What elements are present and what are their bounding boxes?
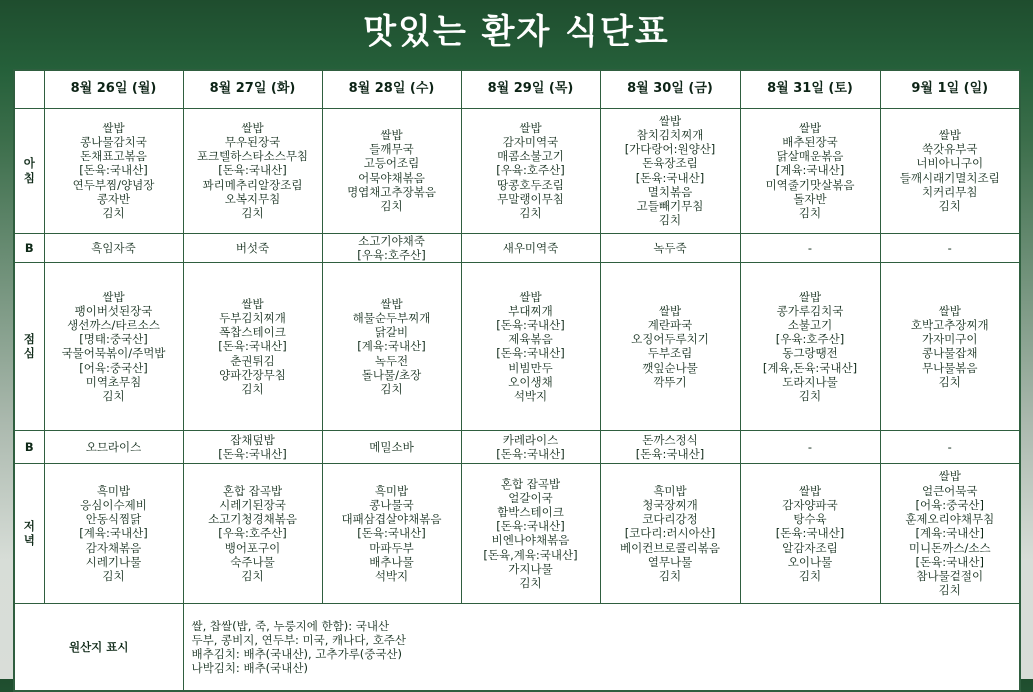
meal-label <box>14 430 44 463</box>
menu-item: - <box>807 240 813 255</box>
menu-cell <box>880 233 1020 262</box>
day-header: 8월 29일 (목) <box>461 70 600 108</box>
meal-plan-table <box>13 69 1021 692</box>
menu-item: [돈육:국내산] <box>218 446 287 461</box>
menu-item: [돈육:국내산] <box>496 318 565 332</box>
menu-item: 김치 <box>519 206 542 220</box>
menu-cell <box>600 233 740 262</box>
menu-cell <box>740 430 880 463</box>
menu-item: 쌀밥 <box>241 120 264 135</box>
menu-cell <box>322 108 461 233</box>
menu-item: [계육:국내산] <box>79 526 148 541</box>
menu-item: 쌀밥 <box>519 289 542 304</box>
menu-item: 새우미역죽 <box>502 240 559 255</box>
origin-label: 원산지 표시 <box>14 603 183 691</box>
page-title: 맛있는 환자 식단표 <box>363 12 670 52</box>
day-header: 8월 26일 (월) <box>44 70 183 108</box>
menu-cell <box>600 262 740 430</box>
menu-item: 김치 <box>241 568 264 583</box>
menu-item: [우육:호주산] <box>775 332 845 347</box>
menu-item: [돈육:국내산] <box>775 526 845 541</box>
menu-item: [돈육:국내산] <box>496 519 565 534</box>
menu-item: 부대찌개 <box>508 303 553 318</box>
menu-cell <box>600 108 740 233</box>
menu-item: 땅콩호두조림 <box>497 177 564 192</box>
menu-cell <box>740 233 880 262</box>
menu-item: 콩나물감치국 <box>80 134 147 149</box>
menu-item: 김치 <box>241 381 264 396</box>
menu-item: 두부김치찌개 <box>219 310 286 325</box>
menu-cell <box>461 262 600 430</box>
menu-item: 깍뚜기 <box>653 374 687 389</box>
menu-item: 들깨무국 <box>369 142 414 157</box>
menu-cell <box>44 233 183 262</box>
menu-item: 쑥갓유부국 <box>921 142 978 157</box>
menu-item: [우육:호주산] <box>496 163 565 178</box>
menu-cell <box>322 430 461 463</box>
day-header: 8월 30일 (금) <box>600 70 740 108</box>
menu-cell <box>600 430 740 463</box>
menu-item: 생선까스/타르소스 <box>67 318 160 332</box>
menu-item: [우육:호주산] <box>218 526 287 541</box>
menu-item: 무우된장국 <box>224 134 281 149</box>
menu-item: 소불고기 <box>787 318 833 332</box>
menu-item: 쌀밥 <box>380 127 403 142</box>
menu-item: 춘권튀김 <box>230 353 275 368</box>
meal-row <box>14 108 1020 233</box>
menu-item: 오이생채 <box>508 374 553 389</box>
menu-item: 시레기된장국 <box>219 497 286 512</box>
menu-item: 김치 <box>798 568 822 583</box>
meal-row <box>14 430 1020 463</box>
menu-item: 쌀밥 <box>798 483 822 498</box>
menu-item: 오복지무침 <box>224 191 281 206</box>
menu-cell <box>44 262 183 430</box>
menu-item: 콩가루김치국 <box>776 303 844 318</box>
meal-row <box>14 233 1020 262</box>
menu-cell <box>183 463 322 603</box>
menu-cell <box>461 108 600 233</box>
menu-item: 명엽채고추장볶음 <box>347 184 436 199</box>
menu-item: - <box>947 240 952 255</box>
menu-item: 얼큰어묵국 <box>921 483 978 498</box>
menu-item: 김치 <box>519 576 542 591</box>
menu-item: [돈육:국내산] <box>635 170 705 185</box>
meal-label <box>14 108 44 233</box>
menu-item: 연두부찜/양념장 <box>72 177 155 192</box>
menu-item: 녹두죽 <box>653 240 687 255</box>
menu-cell <box>600 463 740 603</box>
menu-item: 김치 <box>658 568 682 583</box>
menu-item: [계육:국내산] <box>357 339 426 354</box>
menu-item: 들깨시래기멸치조림 <box>899 170 1000 185</box>
menu-item: 가지나물 <box>508 561 553 576</box>
menu-item: 알감자조림 <box>782 540 838 555</box>
menu-item: 어묵야채볶음 <box>358 170 425 185</box>
menu-item: 쌀밥 <box>938 469 961 484</box>
menu-item: 무말랭이무침 <box>497 191 564 206</box>
menu-item: 시레기나물 <box>85 554 142 569</box>
menu-cell <box>44 463 183 603</box>
menu-item: [계육:국내산] <box>775 163 845 178</box>
menu-item: 고들빼기무침 <box>636 198 704 213</box>
menu-item: 흑미밥 <box>653 483 687 498</box>
menu-item: 미역초무침 <box>85 374 142 389</box>
menu-item: 김치 <box>938 583 961 598</box>
menu-item: 두부조림 <box>647 346 693 361</box>
day-header: 9월 1일 (일) <box>880 70 1020 108</box>
menu-cell <box>183 233 322 262</box>
menu-item: 소고기청경채볶음 <box>208 512 297 527</box>
menu-cell <box>880 108 1020 233</box>
origin-row <box>14 603 1020 691</box>
menu-item: [코다리:러시아산] <box>624 526 716 541</box>
menu-item: 탕수육 <box>793 512 827 527</box>
menu-item: 얼갈이국 <box>508 490 553 505</box>
meal-row <box>14 262 1020 430</box>
menu-item: 석박지 <box>374 568 409 583</box>
menu-item: 흑미밥 <box>96 483 131 498</box>
menu-item: 버섯죽 <box>235 240 270 255</box>
meal-label <box>14 233 44 262</box>
menu-item: 배추나물 <box>369 554 414 569</box>
menu-item: 고등어조림 <box>363 156 420 171</box>
menu-item: 코다리강정 <box>642 512 698 527</box>
menu-item: 참치김치찌개 <box>636 127 704 142</box>
menu-item: 오므라이스 <box>85 439 142 454</box>
menu-item: 김치 <box>102 206 125 220</box>
menu-cell <box>461 233 600 262</box>
menu-item: [어육:중국산] <box>79 360 148 375</box>
menu-item: 돈육장조림 <box>642 156 698 171</box>
meal-label-text: B <box>24 439 34 454</box>
menu-item: 김치 <box>241 206 264 220</box>
menu-item: 돈채표고볶음 <box>80 149 147 164</box>
menu-item: 흑임자죽 <box>91 240 136 255</box>
menu-item: [돈육:국내산] <box>915 554 984 569</box>
menu-cell <box>880 463 1020 603</box>
menu-item: [어육:중국산] <box>915 497 984 512</box>
origin-line: 배추김치: 배추(국내산), 고추가루(중국산) <box>191 647 403 662</box>
menu-item: 감자미역국 <box>502 134 559 149</box>
menu-item: 김치 <box>102 568 125 583</box>
menu-item: 열무나물 <box>647 554 693 569</box>
menu-item: 쌀밥 <box>241 296 264 311</box>
menu-item: [돈육:국내산] <box>635 446 705 461</box>
menu-item: [돈육:국내산] <box>357 526 426 541</box>
menu-item: 멸치볶음 <box>647 184 693 199</box>
menu-item: 비빔만두 <box>508 360 553 375</box>
menu-item: 베이컨브로콜리볶음 <box>620 540 720 555</box>
menu-cell <box>740 108 880 233</box>
menu-item: 콩나물잡채 <box>921 346 978 361</box>
menu-item: 비엔나야채볶음 <box>491 533 570 548</box>
menu-item: 뱅어포구이 <box>224 540 281 555</box>
origin-line: 두부, 콩비지, 연두부: 미국, 캐나다, 호주산 <box>191 632 407 647</box>
menu-item: 쌀밥 <box>798 289 822 304</box>
menu-item: 미니돈까스/소스 <box>908 540 991 555</box>
menu-cell <box>740 262 880 430</box>
menu-item: 김치 <box>798 206 822 220</box>
header-row <box>14 70 1020 108</box>
menu-item: 오이나물 <box>787 554 833 569</box>
menu-item: 쌀밥 <box>938 127 961 142</box>
menu-item: 응심이수제비 <box>80 497 147 512</box>
menu-item: 동그랑땡전 <box>782 346 838 361</box>
menu-item: 참나물겉절이 <box>916 568 984 583</box>
menu-item: 돈까스정식 <box>642 432 698 447</box>
menu-item: [가다랑어:원양산] <box>624 142 716 157</box>
menu-item: 제육볶음 <box>508 332 553 347</box>
menu-cell <box>44 430 183 463</box>
menu-item: 팽이버섯된장국 <box>74 303 153 318</box>
meal-label <box>14 463 44 603</box>
menu-item: 배추된장국 <box>782 134 838 149</box>
menu-item: [돈육,계육:국내산] <box>483 547 578 562</box>
menu-item: [돈육:국내산] <box>496 446 565 461</box>
menu-item: [명태:중국산] <box>79 332 148 347</box>
menu-item: 너비아니구이 <box>916 156 984 171</box>
origin-line: 쌀, 찹쌀(밥, 죽, 누룽지에 한함): 국내산 <box>191 618 390 633</box>
menu-item: 김치 <box>938 374 961 389</box>
menu-item: 감자채볶음 <box>85 540 142 555</box>
menu-item: 계란파국 <box>647 318 693 332</box>
origin-text <box>183 603 1020 691</box>
menu-item: 쌀밥 <box>658 113 682 128</box>
menu-cell <box>461 430 600 463</box>
day-header: 8월 31일 (토) <box>740 70 880 108</box>
menu-item: 도라지나물 <box>782 374 838 389</box>
menu-item: 김치 <box>938 198 961 213</box>
menu-item: 석박지 <box>513 389 548 404</box>
menu-item: [돈육:국내산] <box>79 163 148 178</box>
menu-item: 혼합 잡곡밥 <box>500 476 561 491</box>
menu-item: [돈육:국내산] <box>496 346 565 361</box>
corner-cell <box>14 70 44 108</box>
menu-cell <box>322 262 461 430</box>
menu-item: 콩자반 <box>96 191 131 206</box>
menu-item: [계육,돈육:국내산] <box>762 360 858 375</box>
menu-item: [돈육:국내산] <box>218 163 287 178</box>
menu-item: 닭갈비 <box>374 325 409 340</box>
menu-item: 흑미밥 <box>374 483 409 498</box>
meal-label-text: 점심 <box>23 332 35 361</box>
menu-item: 녹두전 <box>374 353 409 368</box>
menu-item: 대패삼겹살야채볶음 <box>341 512 442 527</box>
menu-item: 숙주나물 <box>230 554 275 569</box>
menu-item: 무나물볶음 <box>921 360 978 375</box>
meal-row <box>14 463 1020 603</box>
menu-item: 함박스테이크 <box>497 505 564 519</box>
menu-cell <box>44 108 183 233</box>
menu-item: 쌀밥 <box>102 120 125 135</box>
menu-cell <box>461 463 600 603</box>
menu-item: 김치 <box>658 213 682 228</box>
menu-item: 돌나물/초장 <box>361 367 422 382</box>
menu-item: 마파두부 <box>369 540 414 555</box>
day-header: 8월 27일 (화) <box>183 70 322 108</box>
menu-cell <box>740 463 880 603</box>
menu-item: 양파간장무침 <box>219 367 286 382</box>
menu-item: 김치 <box>102 389 125 404</box>
menu-item: [돈육:국내산] <box>218 339 287 354</box>
menu-item: 가자미구이 <box>921 332 978 347</box>
menu-item: 오징어두루치기 <box>631 332 709 347</box>
menu-cell <box>322 463 461 603</box>
menu-cell <box>183 430 322 463</box>
menu-item: 감자양파국 <box>782 497 838 512</box>
menu-cell <box>880 262 1020 430</box>
menu-item: 쌀밥 <box>658 303 682 318</box>
menu-item: 쌀밥 <box>102 289 125 304</box>
menu-item: 닭살매운볶음 <box>776 149 844 164</box>
menu-item: - <box>807 439 813 454</box>
meal-label-text: 저녁 <box>23 519 35 548</box>
menu-item: 돌자반 <box>793 191 827 206</box>
menu-item: 김치 <box>798 389 822 404</box>
menu-item: 호박고추장찌개 <box>910 318 989 332</box>
meal-label-text: B <box>24 240 34 255</box>
menu-item: 꽈리메추리알장조림 <box>202 177 303 192</box>
meal-label-text: 아침 <box>23 156 35 185</box>
menu-item: 김치 <box>380 381 403 396</box>
menu-item: 콩나물국 <box>369 497 414 512</box>
menu-item: 깻잎순나물 <box>642 360 698 375</box>
meal-label <box>14 262 44 430</box>
menu-item: 김치 <box>380 198 403 213</box>
menu-item: 안동식찜닭 <box>85 512 142 527</box>
origin-line: 나박김치: 배추(국내산) <box>191 661 308 676</box>
menu-item: 미역줄기맛살볶음 <box>765 177 855 192</box>
menu-item: 쌀밥 <box>798 120 822 135</box>
menu-item: 쌀밥 <box>938 303 961 318</box>
menu-item: 메밀소바 <box>369 439 414 454</box>
menu-item: 쌀밥 <box>519 120 542 135</box>
menu-item: 해물순두부찌개 <box>352 310 431 325</box>
menu-item: 포크텔하스타소스무침 <box>196 149 309 164</box>
menu-cell <box>880 430 1020 463</box>
menu-cell <box>183 108 322 233</box>
menu-item: 잡채덮밥 <box>230 432 275 447</box>
menu-item: 소고기야채죽 <box>358 233 425 248</box>
menu-item: 매콤소불고기 <box>497 149 564 164</box>
menu-cell <box>322 233 461 262</box>
menu-item: 쌀밥 <box>380 296 403 311</box>
menu-item: [계육:국내산] <box>915 526 984 541</box>
menu-item: 혼합 잡곡밥 <box>222 483 283 498</box>
menu-item: 치커리무침 <box>921 184 978 199</box>
menu-item: 국물어묵볶이/주먹밥 <box>61 346 166 361</box>
menu-item: 청국장찌개 <box>642 497 698 512</box>
menu-item: - <box>947 439 952 454</box>
menu-cell <box>183 262 322 430</box>
menu-item: [우육:호주산] <box>357 247 426 262</box>
menu-item: 카레라이스 <box>502 432 559 447</box>
day-header: 8월 28일 (수) <box>322 70 461 108</box>
menu-item: 훈제오리야채무침 <box>905 512 995 527</box>
menu-item: 폭찹스테이크 <box>219 325 286 340</box>
